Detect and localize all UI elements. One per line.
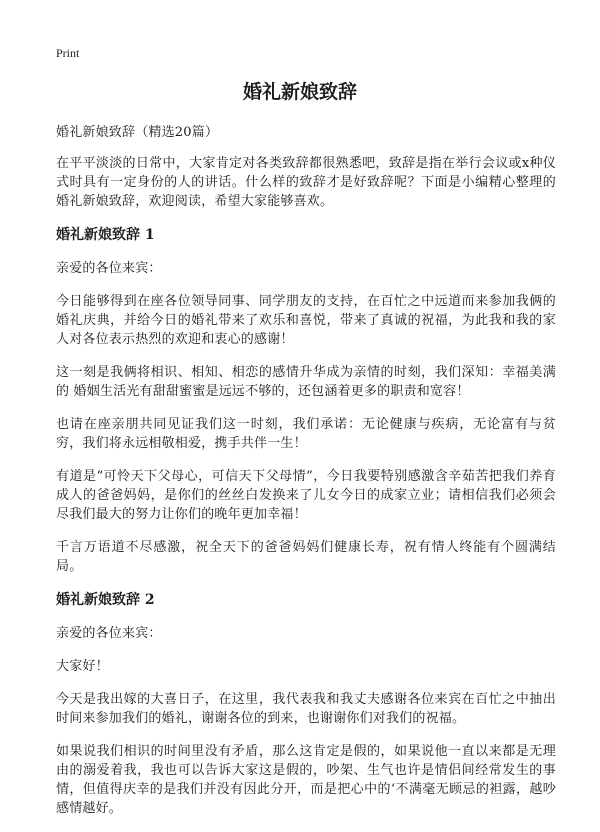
page-title: 婚礼新娘致辞 xyxy=(242,81,357,103)
article-subtitle: 婚礼新娘致辞（精选20篇） xyxy=(56,125,219,140)
section-2 xyxy=(56,590,556,818)
article-body xyxy=(56,123,556,832)
print-link[interactable]: Print xyxy=(56,46,80,60)
section-1 xyxy=(56,225,556,576)
paragraph: 今日能够得到在座各位领导同事、同学朋友的支持，在百忙之中远道而来参加我俩的婚礼庆典，并给今日的婚礼带来了欢乐和喜悦，带来了真诚的祝福，为此我和我的家人对各位表示热烈的欢迎和衷心的感谢！ xyxy=(56,294,556,347)
paragraph: 大家好！ xyxy=(56,659,109,674)
paragraph: 千言万语道不尽感激，祝全天下的爸爸妈妈们健康长寿，祝有情人终能有个圆满结局。 xyxy=(56,540,556,574)
paragraph: 如果说我们相识的时间里没有矛盾，那么这肯定是假的，如果说他一直以来都是无理由的溺爱着我，我也可以告诉大家这是假的，吵架、生气也许是情侣间经常发生的事情，但值得庆幸的是我们并没有因此分开，而是把心中的‘不满毫无顾忌的袒露，越吵感情越好。 xyxy=(56,744,556,816)
section-heading: 婚礼新娘致辞 1 xyxy=(56,227,155,243)
paragraph: 这一刻是我俩将相识、相知、相恋的感情升华成为亲情的时刻，我们深知：幸福美满的 婚姻生活光有甜甜蜜蜜是远远不够的，还包涵着更多的职责和宽容！ xyxy=(56,365,556,399)
paragraph: 也请在座亲朋共同见证我们这一时刻，我们承诺：无论健康与疾病，无论富有与贫穷，我们将永远相敬相爱，携手共伴一生！ xyxy=(56,417,556,451)
paragraph: 今天是我出嫁的大喜日子，在这里，我代表我和我丈夫感谢各位来宾在百忙之中抽出时间来参加我们的婚礼，谢谢各位的到来，也谢谢你们对我们的祝福。 xyxy=(56,692,556,726)
section-heading: 婚礼新娘致辞 2 xyxy=(56,592,155,608)
greeting: 亲爱的各位来宾： xyxy=(56,626,162,641)
greeting: 亲爱的各位来宾： xyxy=(56,261,162,276)
intro-paragraph: 在平平淡淡的日常中，大家肯定对各类致辞都很熟悉吧，致辞是指在举行会议或x种仪式时具有一定身份的人的讲话。什么样的致辞才是好致辞呢？下面是小编精心整理的婚礼新娘致辞，欢迎阅读，希望大家能够喜欢。 xyxy=(56,156,556,209)
paragraph: 有道是“可怜天下父母心，可信天下父母情”，今日我要特别感激含辛茹苦把我们养育成人的爸爸妈妈，是你们的丝丝白发换来了儿女今日的成家立业；请相信我们必须会尽我们最大的努力让你们的晚年更加幸福！ xyxy=(56,469,556,522)
